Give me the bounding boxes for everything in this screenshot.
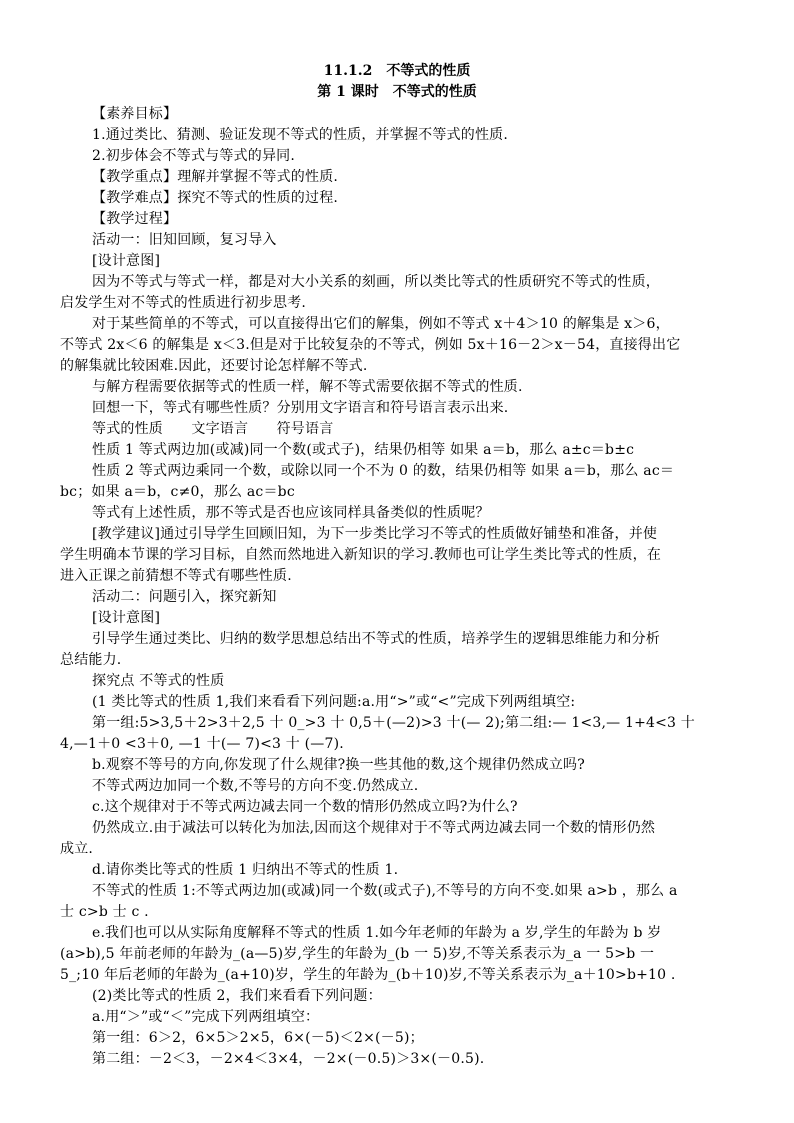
paragraph-line: 总结能力. <box>60 652 122 668</box>
paragraph-line: 仍然成立.由于减法可以转化为加法,因而这个规律对于不等式两边减去同一个数的情形仍然 <box>92 820 656 836</box>
paragraph-line: 启发学生对不等式的性质进行初步思考. <box>60 295 307 311</box>
heading-process: 【教学过程】 <box>92 211 178 227</box>
paragraph-line: 引导学生通过类比、归纳的数学思想总结出不等式的性质，培养学生的逻辑思维能力和分析 <box>92 631 660 647</box>
activity-2-title: 活动二：问题引入，探究新知 <box>92 589 277 605</box>
paragraph-line: (1 类比等式的性质 1,我们来看看下列问题:a.用“>”或“<”完成下列两组填空: <box>92 694 576 710</box>
paragraph-line: 回想一下，等式有哪些性质？分别用文字语言和符号语言表示出来. <box>92 400 509 416</box>
section-title: 11.1.2 不等式的性质 <box>323 63 471 79</box>
design-intent-label: [设计意图] <box>92 610 161 626</box>
paragraph-line: 第二组：－2＜3，－2×4＜3×4，－2×(－0.5)＞3×(－0.5). <box>92 1051 485 1067</box>
paragraph-line: 不等式两边加同一个数,不等号的方向不变.仍然成立. <box>92 778 419 794</box>
paragraph-line: 与解方程需要依据等式的性质一样，解不等式需要依据不等式的性质. <box>92 379 523 395</box>
paragraph-line: b.观察不等号的方向,你发现了什么规律?换一些其他的数,这个规律仍然成立吗? <box>92 757 585 773</box>
paragraph-line: 4,—1＋0 <3＋0, —1 十(— 7)<3 十 (—7). <box>60 736 344 752</box>
equality-table-header: 等式的性质 文字语言 符号语言 <box>92 421 334 437</box>
paragraph-line: 的解集就比较困难.因此，还要讨论怎样解不等式. <box>60 358 368 374</box>
objective-2: 2.初步体会不等式与等式的异同. <box>92 148 296 164</box>
objective-1: 1.通过类比、猜测、验证发现不等式的性质，并掌握不等式的性质. <box>92 127 509 143</box>
paragraph-line: (2)类比等式的性质 2，我们来看看下列问题： <box>92 988 382 1004</box>
teaching-focus: 【教学重点】理解并掌握不等式的性质. <box>92 169 339 185</box>
paragraph-line: c.这个规律对于不等式两边减去同一个数的情形仍然成立吗?为什么? <box>92 799 518 815</box>
paragraph-line: 第一组:5>3,5＋2>3＋2,5 十 0_>3 十 0,5＋(—2)>3 十(— 2);第二组:— 1<3,— 1+4<3 十 <box>92 715 696 731</box>
equality-property-2-cont: bc；如果 a＝b，c≠0，那么 ac＝bc <box>60 484 295 500</box>
paragraph-line: 成立. <box>60 841 94 857</box>
paragraph-line: 士 c>b 士 c . <box>60 904 149 920</box>
paragraph-line: 5_;10 年后老师的年龄为_(a+10)岁，学生的年龄为_(b＋10)岁,不等关系表示为_a＋10>b+10 . <box>60 967 676 983</box>
activity-1-title: 活动一：旧知回顾，复习导入 <box>92 232 277 248</box>
teaching-suggestion: [教学建议]通过引导学生回顾旧知，为下一步类比学习不等式的性质做好铺垫和准备，并使 <box>92 526 658 542</box>
heading-objectives: 【素养目标】 <box>92 106 178 122</box>
paragraph-line: 不等式 2x＜6 的解集是 x＜3.但是对于比较复杂的不等式，例如 5x＋16－2＞x－54，直接得出它 <box>60 337 681 353</box>
equality-property-1: 性质 1 等式两边加(或减)同一个数(或式子)，结果仍相等 如果 a＝b，那么 a±c＝b±c <box>92 442 635 458</box>
paragraph-line: 第一组：6＞2，6×5＞2×5，6×(－5)＜2×(－5)； <box>92 1030 424 1046</box>
paragraph-line: a.用“＞”或“＜”完成下列两组填空： <box>92 1009 320 1025</box>
paragraph-line: d.请你类比等式的性质 1 归纳出不等式的性质 1. <box>92 862 399 878</box>
inequality-property-1: 不等式的性质 1:不等式两边加(或减)同一个数(或式子),不等号的方向不变.如果 a>b ，那么 a <box>92 883 678 899</box>
paragraph-line: 对于某些简单的不等式，可以直接得出它们的解集，例如不等式 x＋4＞10 的解集是 x＞6， <box>92 316 670 332</box>
teaching-difficulty: 【教学难点】探究不等式的性质的过程. <box>92 190 339 206</box>
equality-property-2: 性质 2 等式两边乘同一个数，或除以同一个不为 0 的数，结果仍相等 如果 a＝b，那么 ac＝ <box>92 463 675 479</box>
paragraph-line: 等式有上述性质，那不等式是否也应该同样具备类似的性质呢？ <box>92 505 490 521</box>
paragraph-line: (a>b),5 年前老师的年龄为_(a—5)岁,学生的年龄为_(b 一 5)岁,不等关系表示为_a 一 5>b 一 <box>60 946 655 962</box>
paragraph-line: e.我们也可以从实际角度解释不等式的性质 1.如今年老师的年龄为 a 岁,学生的年龄为 b 岁 <box>92 925 662 941</box>
lesson-subtitle: 第 1 课时 不等式的性质 <box>317 84 477 100</box>
paragraph-line: 学生明确本节课的学习目标，自然而然地进入新知识的学习.教师也可让学生类比等式的性质，在 <box>60 547 662 563</box>
explore-point-title: 探究点 不等式的性质 <box>92 673 225 689</box>
design-intent-label: [设计意图] <box>92 253 161 269</box>
paragraph-line: 进入正课之前猜想不等式有哪些性质. <box>60 568 292 584</box>
paragraph-line: 因为不等式与等式一样，都是对大小关系的刻画，所以类比等式的性质研究不等式的性质， <box>92 274 660 290</box>
